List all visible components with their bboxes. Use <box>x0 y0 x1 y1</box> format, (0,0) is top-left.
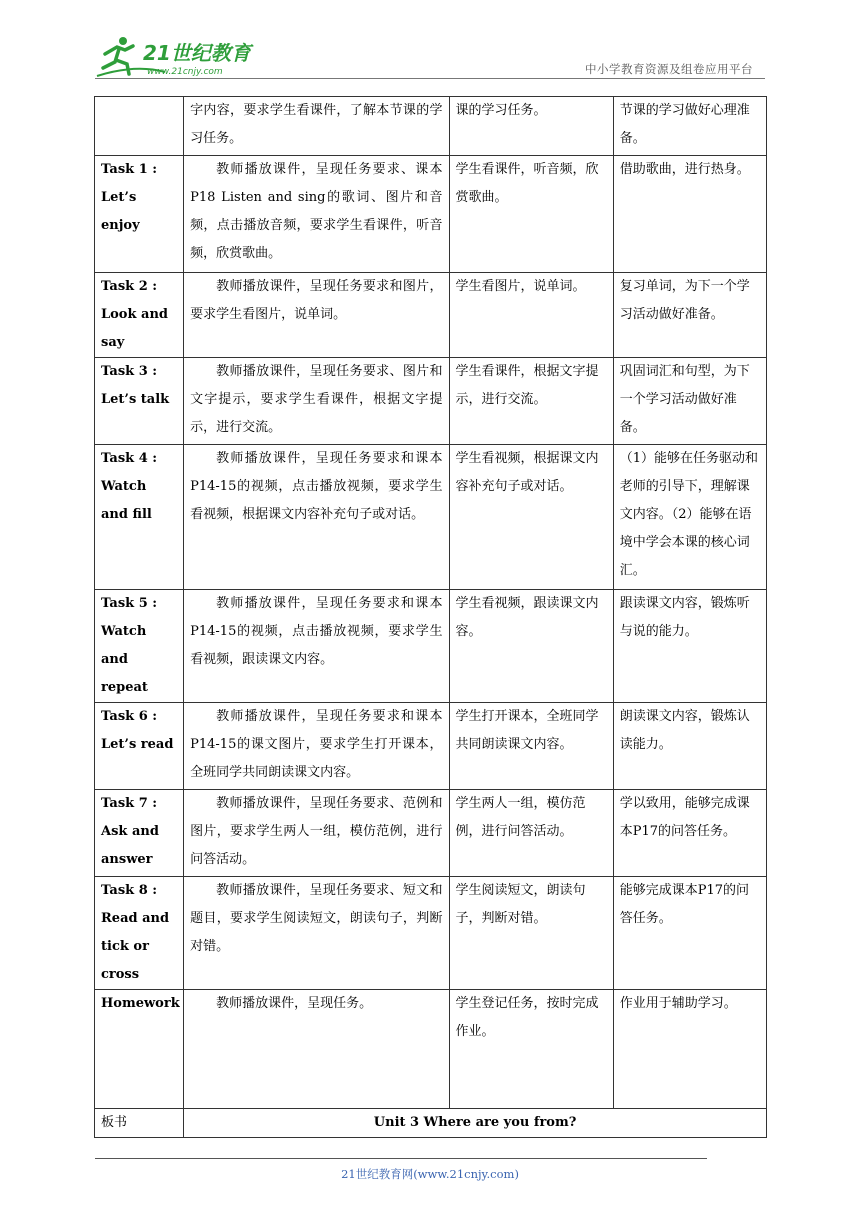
teacher-activity-text: 教师播放课件，呈现任务。 <box>216 996 373 1011</box>
teacher-activity-text: 教师播放课件，呈现任务要求、范例和图片，要求学生两人一组，模仿范例，进行问答活动。 <box>190 796 443 867</box>
student-activity-cell: 学生登记任务，按时完成作业。 <box>449 990 613 1109</box>
student-activity-cell: 学生看视频，根据课文内容补充句子或对话。 <box>449 445 613 590</box>
task-cell: Task 3 : Let’s talk <box>95 358 184 445</box>
teacher-activity-cell <box>184 273 449 358</box>
purpose-cell: 跟读课文内容，锻炼听与说的能力。 <box>613 590 766 703</box>
board-title: Unit 3 Where are you from? <box>184 1109 767 1138</box>
table-row <box>95 790 767 877</box>
purpose-cell: 复习单词，为下一个学习活动做好准备。 <box>613 273 766 358</box>
table-row <box>95 877 767 990</box>
teacher-activity-cell <box>184 358 449 445</box>
purpose-cell: 学以致用，能够完成课本P17的问答任务。 <box>613 790 766 877</box>
task-cell: Task 2 : Look and say <box>95 273 184 358</box>
teacher-activity-cell: 字内容，要求学生看课件，了解本节课的学习任务。 <box>184 97 449 156</box>
board-row <box>95 1109 767 1138</box>
purpose-cell: 能够完成课本P17的问答任务。 <box>613 877 766 990</box>
purpose-cell: 巩固词汇和句型，为下一个学习活动做好准备。 <box>613 358 766 445</box>
footer-divider <box>95 1158 707 1159</box>
table-row <box>95 97 767 156</box>
student-activity-cell: 学生打开课本，全班同学共同朗读课文内容。 <box>449 703 613 790</box>
task-cell: Task 7 : Ask and answer <box>95 790 184 877</box>
task-cell: Homework <box>95 990 184 1109</box>
student-activity-cell: 课的学习任务。 <box>449 97 613 156</box>
teacher-activity-cell <box>184 877 449 990</box>
teacher-activity-cell <box>184 156 449 273</box>
purpose-cell: （1）能够在任务驱动和老师的引导下，理解课文内容。（2）能够在语境中学会本课的核心词汇。 <box>613 445 766 590</box>
student-activity-cell: 学生阅读短文，朗读句子，判断对错。 <box>449 877 613 990</box>
teacher-activity-text: 教师播放课件，呈现任务要求、图片和文字提示，要求学生看课件，根据文字提示，进行交流。 <box>190 364 443 435</box>
teacher-activity-text: 教师播放课件，呈现任务要求和课本P14-15的视频，点击播放视频，要求学生看视频，跟读课文内容。 <box>190 596 443 667</box>
teacher-activity-cell <box>184 790 449 877</box>
teacher-activity-cell <box>184 990 449 1109</box>
lesson-plan-table <box>94 96 767 1138</box>
student-activity-cell: 学生看视频，跟读课文内容。 <box>449 590 613 703</box>
teacher-activity-cell <box>184 445 449 590</box>
teacher-activity-text: 教师播放课件，呈现任务要求和课本P14-15的视频，点击播放视频，要求学生看视频，根据课文内容补充句子或对话。 <box>190 451 443 522</box>
task-cell: Task 8 : Read and tick or cross <box>95 877 184 990</box>
table-row <box>95 156 767 273</box>
table-row <box>95 990 767 1109</box>
purpose-cell: 作业用于辅助学习。 <box>613 990 766 1109</box>
task-cell: Task 6 : Let’s read <box>95 703 184 790</box>
student-activity-cell: 学生看图片，说单词。 <box>449 273 613 358</box>
header-platform-text: 中小学教育资源及组卷应用平台 <box>585 62 753 76</box>
table-row <box>95 273 767 358</box>
teacher-activity-text: 教师播放课件，呈现任务要求和图片，要求学生看图片，说单词。 <box>190 279 443 322</box>
teacher-activity-text: 教师播放课件，呈现任务要求、短文和题目，要求学生阅读短文，朗读句子，判断对错。 <box>190 883 443 954</box>
student-activity-cell: 学生看课件，根据文字提示，进行交流。 <box>449 358 613 445</box>
task-cell <box>95 97 184 156</box>
task-cell: Task 4 : Watch and fill <box>95 445 184 590</box>
teacher-activity-cell <box>184 590 449 703</box>
table-row <box>95 590 767 703</box>
task-cell: Task 5 : Watch and repeat <box>95 590 184 703</box>
teacher-activity-text: 教师播放课件，呈现任务要求和课本P14-15的课文图片，要求学生打开课本，全班同学共同朗读课文内容。 <box>190 709 443 780</box>
logo-url: www.21cnjy.com <box>147 67 223 77</box>
task-cell: Task 1 : Let’s enjoy <box>95 156 184 273</box>
purpose-cell: 节课的学习做好心理准备。 <box>613 97 766 156</box>
table-row <box>95 445 767 590</box>
teacher-activity-cell <box>184 703 449 790</box>
logo-text: 21世纪教育 <box>143 41 251 65</box>
table-row <box>95 703 767 790</box>
site-logo <box>95 34 265 78</box>
teacher-activity-text: 教师播放课件，呈现任务要求、课本P18 Listen and sing的歌词、图片和音频，点击播放音频，要求学生看课件，听音频，欣赏歌曲。 <box>190 162 443 261</box>
purpose-cell: 借助歌曲，进行热身。 <box>613 156 766 273</box>
header-divider <box>95 78 765 79</box>
purpose-cell: 朗读课文内容，锻炼认读能力。 <box>613 703 766 790</box>
student-activity-cell: 学生两人一组，模仿范例，进行问答活动。 <box>449 790 613 877</box>
table-row <box>95 358 767 445</box>
footer-link[interactable]: 21世纪教育网(www.21cnjy.com) <box>341 1167 519 1181</box>
page-header <box>95 28 765 78</box>
board-label: 板书 <box>95 1109 184 1138</box>
student-activity-cell: 学生看课件，听音频，欣赏歌曲。 <box>449 156 613 273</box>
